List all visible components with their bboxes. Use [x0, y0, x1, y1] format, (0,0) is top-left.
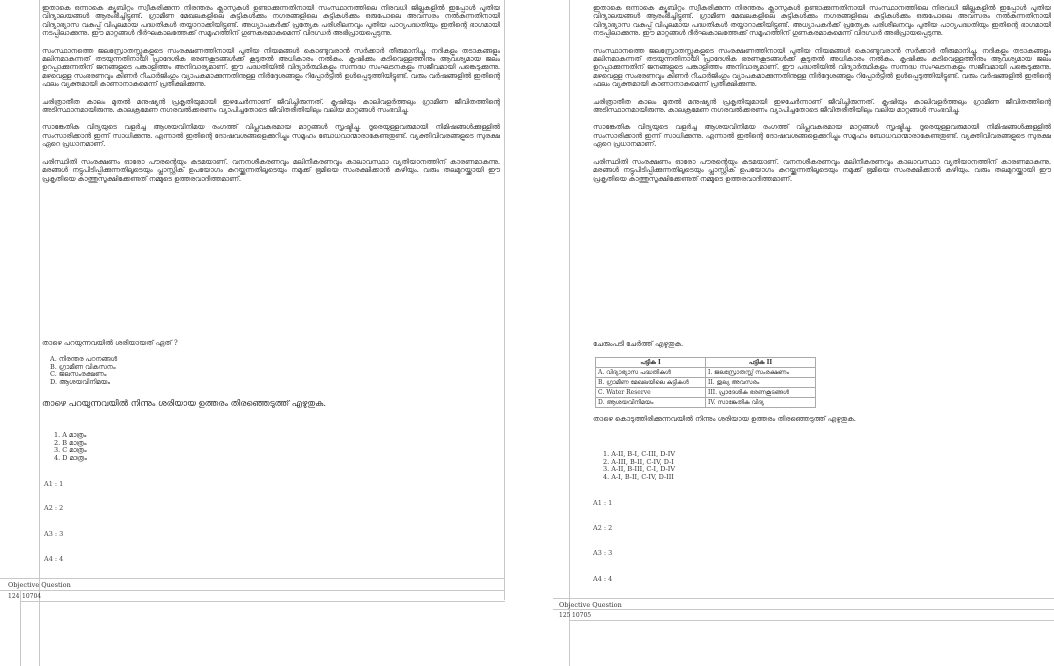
- match-table-header: [596, 358, 816, 368]
- question-number: 124: [8, 593, 20, 600]
- choice-item[interactable]: 1. A മാത്രം: [54, 431, 87, 439]
- match-table: [595, 357, 816, 408]
- statement-item: B. ഗ്രാമീണ വികസനം: [50, 362, 116, 371]
- section-divider: [0, 590, 505, 591]
- choice-item[interactable]: 3. A-II, B-III, C-I, D-IV: [603, 465, 676, 474]
- answer-option-4[interactable]: A4 : 4: [593, 575, 613, 583]
- passage-text: [593, 4, 1051, 324]
- question-id: 10704: [22, 593, 42, 600]
- section-divider: [20, 601, 505, 602]
- passage-paragraph: പരിസ്ഥിതി സംരക്ഷണം ഓരോ പൗരന്റെയും കടമയാണ്. വനനശീകരണവും മലിനീകരണവും കാലാവസ്ഥാ വ്യതിയാനത്തിന് കാരണമാകുന്നു. മരങ്ങൾ നട്ടുപിടിപ്പിക്കുന്നതിലൂടെയും പ്ലാസ്റ്റിക് ഉപയോഗം കുറയ്ക്കുന്നതിലൂടെയും നമുക്ക് ഭൂമിയെ സംരക്ഷിക്കാൻ കഴിയും. വരും തലമുറയ്ക്കായി ഈ പ്രകൃതിയെ കാത്തുസൂക്ഷിക്കേണ്ടത് നമ്മുടെ ഉത്തരവാദിത്തമാണ്.: [593, 157, 1051, 183]
- passage-text: [42, 4, 500, 324]
- passage-paragraph: ചരിത്രാതീത കാലം മുതൽ മനുഷ്യൻ പ്രകൃതിയുമായി ഇഴചേർന്നാണ് ജീവിച്ചിരുന്നത്. കൃഷിയും കാലിവളർത്തലും ഗ്രാമീണ ജീവിതത്തിന്റെ അടിസ്ഥാനമായിരുന്നു. കാലക്രമേണ നഗരവൽക്കരണം വ്യാപിച്ചതോടെ ജീവിതരീതിയിലും വലിയ മാറ്റങ്ങൾ സംഭവിച്ചു.: [42, 97, 500, 115]
- question-instruction: താഴെ പറയുന്നവയിൽ നിന്നും ശരിയായ ഉത്തരം തിരഞ്ഞെടുത്ത് എഴുതുക.: [42, 399, 327, 409]
- choice-item[interactable]: 2. A-III, B-II, C-IV, D-I: [603, 457, 674, 466]
- column-header-list-2: പട്ടിക II: [706, 358, 816, 368]
- answer-option-4[interactable]: A4 : 4: [44, 555, 64, 563]
- section-divider: [553, 609, 1054, 610]
- table-cell: D. ആശയവിനിമയം: [596, 398, 706, 408]
- answer-option-3[interactable]: A3 : 3: [593, 549, 613, 557]
- column-border-left: [569, 0, 570, 666]
- choice-list: [54, 432, 87, 462]
- question-panel-left: [0, 0, 505, 666]
- passage-paragraph: സാങ്കേതിക വിദ്യയുടെ വളർച്ച ആശയവിനിമയ രംഗത്ത് വിപ്ലവകരമായ മാറ്റങ്ങൾ സൃഷ്ടിച്ചു. ദൂരെയുള്ളവരുമായി നിമിഷങ്ങൾക്കുള്ളിൽ സംസാരിക്കാൻ ഇന്ന് സാധിക്കുന്നു. എന്നാൽ ഇതിന്റെ ദോഷവശങ്ങളെക്കുറിച്ചും സമൂഹം ബോധവാന്മാരാകേണ്ടതുണ്ട്. വ്യക്തിവിവരങ്ങളുടെ സുരക്ഷ ഏറെ പ്രധാനമാണ്.: [42, 123, 500, 149]
- passage-paragraph: ഇതാകെ ഒന്നാകെ ക്യൂബിറ്റം സ്വീകരിക്കുന്ന നിരന്തരം ക്ലാസുകൾ ഉണ്ടാക്കുന്നതിനായി സംസ്ഥാനത്തിലെ നിരവധി ജില്ലകളിൽ ഇപ്പോൾ പുതിയ വിദ്യാലയങ്ങൾ ആരംഭിച്ചിട്ടുണ്ട്. ഗ്രാമീണ മേഖലകളിലെ കുട്ടികൾക്കും നഗരങ്ങളിലെ കുട്ടികൾക്കും ഒരുപോലെ അവസരം നൽകുന്നതിനായി വിദ്യാഭ്യാസ വകുപ്പ് വിപുലമായ പദ്ധതികൾ തയ്യാറാക്കിയിട്ടുണ്ട്. അധ്യാപകർക്ക് പ്രത്യേക പരിശീലനവും പുതിയ പാഠ്യപദ്ധതിയും ഇതിന്റെ ഭാഗമായി നടപ്പിലാക്കുന്നു. ഈ മാറ്റങ്ങൾ ദീർഘകാലത്തേക്ക് സമൂഹത്തിന് ഗുണകരമാകുമെന്ന് വിദഗ്ധർ അഭിപ്രായപ്പെടുന്നു.: [593, 4, 1051, 38]
- statement-item: C. ജലസംരക്ഷണം: [50, 370, 107, 379]
- passage-paragraph: സംസ്ഥാനത്തെ ജലസ്രോതസ്സുകളുടെ സംരക്ഷണത്തിനായി പുതിയ നിയമങ്ങൾ കൊണ്ടുവരാൻ സർക്കാർ തീരുമാനിച്ചു. നദികളും തടാകങ്ങളും മലിനമാകുന്നത് തടയുന്നതിനായി പ്രാദേശിക ഭരണകൂടങ്ങൾക്ക് കൂടുതൽ അധികാരം നൽകും. കൃഷിക്കും കുടിവെള്ളത്തിനും ആവശ്യമായ ജലം ഉറപ്പാക്കുന്നതിന് ജനങ്ങളുടെ പങ്കാളിത്തം അനിവാര്യമാണ്. ഈ പദ്ധതിയിൽ വിദ്യാർത്ഥികളും സന്നദ്ധ സംഘടനകളും സജീവമായി പങ്കെടുക്കുന്നു. മഴവെള്ള സംഭരണവും കിണർ റീചാർജിംഗും വ്യാപകമാക്കുന്നതിനുള്ള നിർദ്ദേശങ്ങളും റിപ്പോർട്ടിൽ ഉൾപ്പെടുത്തിയിട്ടുണ്ട്. വരും വർഷങ്ങളിൽ ഇതിന്റെ ഫലം വ്യക്തമായി കാണാനാകുമെന്ന് പ്രതീക്ഷിക്കുന്നു.: [593, 46, 1051, 89]
- passage-paragraph: ചരിത്രാതീത കാലം മുതൽ മനുഷ്യൻ പ്രകൃതിയുമായി ഇഴചേർന്നാണ് ജീവിച്ചിരുന്നത്. കൃഷിയും കാലിവളർത്തലും ഗ്രാമീണ ജീവിതത്തിന്റെ അടിസ്ഥാനമായിരുന്നു. കാലക്രമേണ നഗരവൽക്കരണം വ്യാപിച്ചതോടെ ജീവിതരീതിയിലും വലിയ മാറ്റങ്ങൾ സംഭവിച്ചു.: [593, 97, 1051, 115]
- question-instruction: താഴെ കൊടുത്തിരിക്കുന്നവയിൽ നിന്നും ശരിയായ ഉത്തരം തിരഞ്ഞെടുത്ത് എഴുതുക.: [593, 415, 856, 423]
- choice-item[interactable]: 1. A-II, B-I, C-III, D-IV: [603, 450, 676, 458]
- table-row: [596, 378, 816, 388]
- question-type-label: Objective Question: [8, 581, 71, 589]
- answer-option-1[interactable]: A1 : 1: [44, 480, 64, 488]
- passage-paragraph: സംസ്ഥാനത്തെ ജലസ്രോതസ്സുകളുടെ സംരക്ഷണത്തിനായി പുതിയ നിയമങ്ങൾ കൊണ്ടുവരാൻ സർക്കാർ തീരുമാനിച്ചു. നദികളും തടാകങ്ങളും മലിനമാകുന്നത് തടയുന്നതിനായി പ്രാദേശിക ഭരണകൂടങ്ങൾക്ക് കൂടുതൽ അധികാരം നൽകും. കൃഷിക്കും കുടിവെള്ളത്തിനും ആവശ്യമായ ജലം ഉറപ്പാക്കുന്നതിന് ജനങ്ങളുടെ പങ്കാളിത്തം അനിവാര്യമാണ്. ഈ പദ്ധതിയിൽ വിദ്യാർത്ഥികളും സന്നദ്ധ സംഘടനകളും സജീവമായി പങ്കെടുക്കുന്നു. മഴവെള്ള സംഭരണവും കിണർ റീചാർജിംഗും വ്യാപകമാക്കുന്നതിനുള്ള നിർദ്ദേശങ്ങളും റിപ്പോർട്ടിൽ ഉൾപ്പെടുത്തിയിട്ടുണ്ട്. വരും വർഷങ്ങളിൽ ഇതിന്റെ ഫലം വ്യക്തമായി കാണാനാകുമെന്ന് പ്രതീക്ഷിക്കുന്നു.: [42, 46, 500, 89]
- statement-item: A. നിരന്തര പഠനങ്ങൾ: [50, 355, 118, 363]
- statement-item: D. ആശയവിനിമയം: [50, 377, 110, 386]
- choice-item[interactable]: 4. A-I, B-II, C-IV, D-III: [603, 472, 674, 481]
- question-id: 10705: [572, 612, 592, 619]
- question-number: 125: [559, 612, 571, 619]
- statement-list: [50, 356, 117, 386]
- table-cell: I. ജലസ്രോതസ്സ് സംരക്ഷണം: [706, 368, 816, 378]
- answer-option-3[interactable]: A3 : 3: [44, 530, 64, 538]
- column-border-right: [504, 0, 505, 600]
- passage-paragraph: സാങ്കേതിക വിദ്യയുടെ വളർച്ച ആശയവിനിമയ രംഗത്ത് വിപ്ലവകരമായ മാറ്റങ്ങൾ സൃഷ്ടിച്ചു. ദൂരെയുള്ളവരുമായി നിമിഷങ്ങൾക്കുള്ളിൽ സംസാരിക്കാൻ ഇന്ന് സാധിക്കുന്നു. എന്നാൽ ഇതിന്റെ ദോഷവശങ്ങളെക്കുറിച്ചും സമൂഹം ബോധവാന്മാരാകേണ്ടതുണ്ട്. വ്യക്തിവിവരങ്ങളുടെ സുരക്ഷ ഏറെ പ്രധാനമാണ്.: [593, 123, 1051, 149]
- table-cell: IV. സാങ്കേതിക വിദ്യ: [706, 398, 816, 408]
- question-prompt: ചേരുംപടി ചേർത്ത് എഴുതുക.: [593, 340, 684, 348]
- question-prompt: താഴെ പറയുന്നവയിൽ ശരിയായത് ഏത് ?: [42, 339, 178, 347]
- choice-list: [603, 451, 675, 481]
- question-panel-right: [553, 0, 1054, 666]
- column-border-left: [39, 0, 40, 666]
- passage-paragraph: പരിസ്ഥിതി സംരക്ഷണം ഓരോ പൗരന്റെയും കടമയാണ്. വനനശീകരണവും മലിനീകരണവും കാലാവസ്ഥാ വ്യതിയാനത്തിന് കാരണമാകുന്നു. മരങ്ങൾ നട്ടുപിടിപ്പിക്കുന്നതിലൂടെയും പ്ലാസ്റ്റിക് ഉപയോഗം കുറയ്ക്കുന്നതിലൂടെയും നമുക്ക് ഭൂമിയെ സംരക്ഷിക്കാൻ കഴിയും. വരും തലമുറയ്ക്കായി ഈ പ്രകൃതിയെ കാത്തുസൂക്ഷിക്കേണ്ടത് നമ്മുടെ ഉത്തരവാദിത്തമാണ്.: [42, 157, 500, 183]
- table-cell: B. ഗ്രാമീണ മേഖലയിലെ കുട്ടികൾ: [596, 378, 706, 388]
- table-row: [596, 368, 816, 378]
- table-cell: II. തുല്യ അവസരം: [706, 378, 816, 388]
- section-divider: [553, 598, 1054, 599]
- column-header-list-1: പട്ടിക I: [596, 358, 706, 368]
- table-row: [596, 398, 816, 408]
- choice-item[interactable]: 3. C മാത്രം: [54, 446, 87, 455]
- table-cell: III. പ്രാദേശിക ഭരണകൂടങ്ങൾ: [706, 388, 816, 398]
- table-cell: A. വിദ്യാഭ്യാസ പദ്ധതികൾ: [596, 368, 706, 378]
- choice-item[interactable]: 4. D മാത്രം: [54, 453, 87, 462]
- passage-paragraph: ഇതാകെ ഒന്നാകെ ക്യൂബിറ്റം സ്വീകരിക്കുന്ന നിരന്തരം ക്ലാസുകൾ ഉണ്ടാക്കുന്നതിനായി സംസ്ഥാനത്തിലെ നിരവധി ജില്ലകളിൽ ഇപ്പോൾ പുതിയ വിദ്യാലയങ്ങൾ ആരംഭിച്ചിട്ടുണ്ട്. ഗ്രാമീണ മേഖലകളിലെ കുട്ടികൾക്കും നഗരങ്ങളിലെ കുട്ടികൾക്കും ഒരുപോലെ അവസരം നൽകുന്നതിനായി വിദ്യാഭ്യാസ വകുപ്പ് വിപുലമായ പദ്ധതികൾ തയ്യാറാക്കിയിട്ടുണ്ട്. അധ്യാപകർക്ക് പ്രത്യേക പരിശീലനവും പുതിയ പാഠ്യപദ്ധതിയും ഇതിന്റെ ഭാഗമായി നടപ്പിലാക്കുന്നു. ഈ മാറ്റങ്ങൾ ദീർഘകാലത്തേക്ക് സമൂഹത്തിന് ഗുണകരമാകുമെന്ന് വിദഗ്ധർ അഭിപ്രായപ്പെടുന്നു.: [42, 4, 500, 38]
- table-row: [596, 388, 816, 398]
- section-divider: [0, 578, 505, 579]
- question-type-label: Objective Question: [559, 601, 622, 609]
- answer-option-2[interactable]: A2 : 2: [44, 504, 64, 512]
- table-cell: C. Water Reserve: [596, 388, 706, 398]
- answer-option-2[interactable]: A2 : 2: [593, 524, 613, 532]
- answer-option-1[interactable]: A1 : 1: [593, 499, 613, 507]
- section-divider: [569, 620, 1054, 621]
- choice-item[interactable]: 2. B മാത്രം: [54, 438, 87, 447]
